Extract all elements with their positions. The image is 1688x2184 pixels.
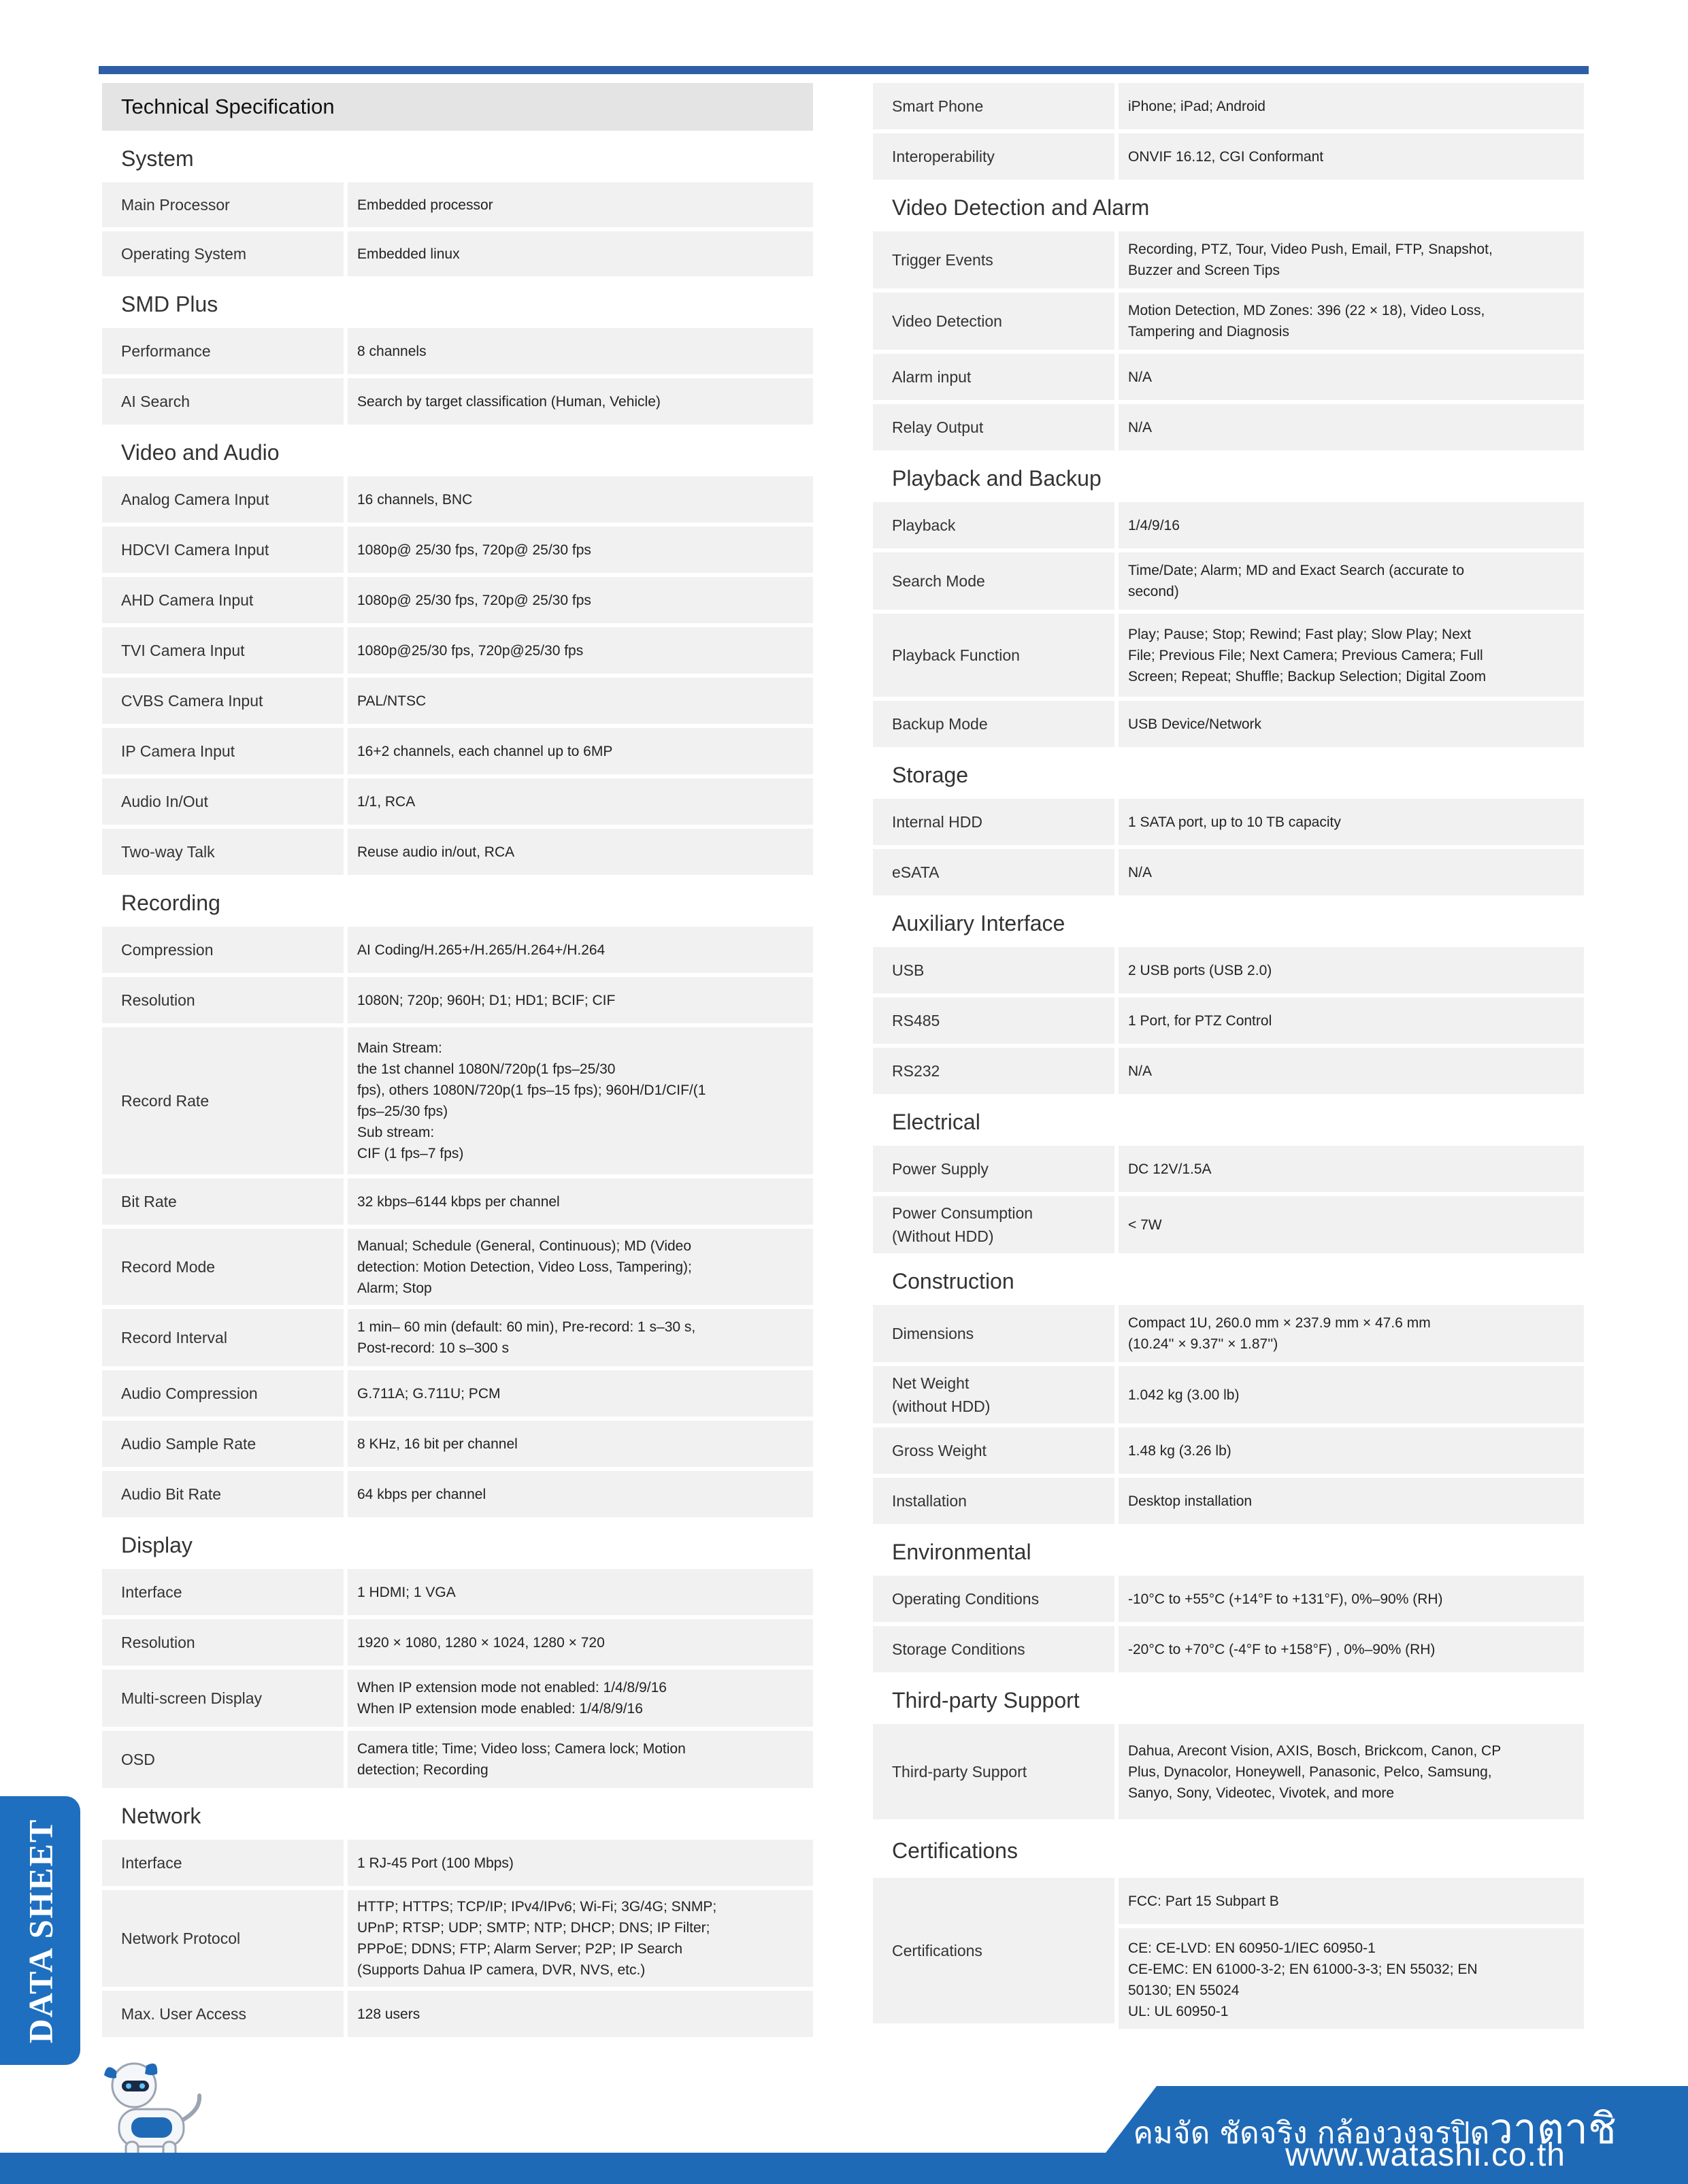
spec-value: FCC: Part 15 Subpart B	[1119, 1878, 1584, 1924]
spec-value: 1080p@ 25/30 fps, 720p@ 25/30 fps	[348, 527, 813, 573]
spec-row	[873, 849, 1584, 895]
spec-label: eSATA	[873, 849, 1114, 895]
spec-row	[102, 927, 813, 973]
spec-row	[102, 1309, 813, 1366]
spec-value: 2 USB ports (USB 2.0)	[1119, 947, 1584, 993]
spec-row	[102, 231, 813, 276]
spec-label: Interoperability	[873, 133, 1114, 180]
spec-row	[873, 354, 1584, 400]
spec-label: Audio Sample Rate	[102, 1421, 344, 1467]
spec-label: AHD Camera Input	[102, 577, 344, 623]
spec-value: N/A	[1119, 1048, 1584, 1094]
spec-value: 16+2 channels, each channel up to 6MP	[348, 728, 813, 774]
spec-row	[102, 1569, 813, 1615]
spec-value: 1/4/9/16	[1119, 502, 1584, 548]
spec-row	[102, 1731, 813, 1788]
section-heading: System	[121, 146, 194, 171]
spec-value: iPhone; iPad; Android	[1119, 83, 1584, 129]
spec-value: DC 12V/1.5A	[1119, 1146, 1584, 1192]
spec-label: Performance	[102, 328, 344, 374]
spec-value: PAL/NTSC	[348, 678, 813, 724]
section-heading: Video Detection and Alarm	[892, 195, 1150, 220]
spec-value: When IP extension mode not enabled: 1/4/8/9/16 When IP extension mode enabled: 1/4/8/9/16	[348, 1670, 813, 1727]
spec-label: Record Mode	[102, 1229, 344, 1305]
spec-label: Playback Function	[873, 614, 1114, 697]
spec-label: Resolution	[102, 1619, 344, 1666]
spec-value: Reuse audio in/out, RCA	[348, 829, 813, 875]
spec-value: 1080p@ 25/30 fps, 720p@ 25/30 fps	[348, 577, 813, 623]
spec-label: Power Consumption (Without HDD)	[873, 1196, 1114, 1253]
spec-row	[873, 552, 1584, 610]
spec-label: Interface	[102, 1840, 344, 1886]
spec-row	[102, 1370, 813, 1417]
spec-label: RS485	[873, 997, 1114, 1044]
section-heading: SMD Plus	[121, 291, 218, 316]
spec-value: Play; Pause; Stop; Rewind; Fast play; Slow Play; Next File; Previous File; Next Camera; Previous Camera; Full Screen; Repeat; Shuffle; Backup Selection; Digital Zoom	[1119, 614, 1584, 697]
spec-label: OSD	[102, 1731, 344, 1788]
spec-label: Backup Mode	[873, 701, 1114, 747]
spec-label: Relay Output	[873, 404, 1114, 450]
section-heading: Certifications	[892, 1838, 1018, 1863]
spec-value: Compact 1U, 260.0 mm × 237.9 mm × 47.6 mm (10.24'' × 9.37'' × 1.87'')	[1119, 1305, 1584, 1362]
spec-label: HDCVI Camera Input	[102, 527, 344, 573]
spec-row	[873, 1048, 1584, 1094]
spec-label: Bit Rate	[102, 1178, 344, 1225]
spec-row	[873, 701, 1584, 747]
spec-row	[873, 1196, 1584, 1253]
spec-value: Desktop installation	[1119, 1478, 1584, 1524]
footer-slogan-text: คมจัด ชัดจริง กล้องวงจรปิด	[1133, 2116, 1490, 2151]
spec-value: 1.042 kg (3.00 lb)	[1119, 1366, 1584, 1423]
spec-value: N/A	[1119, 354, 1584, 400]
spec-label: Multi-screen Display	[102, 1670, 344, 1727]
spec-row	[102, 1991, 813, 2037]
spec-label: Two-way Talk	[102, 829, 344, 875]
spec-row	[102, 1178, 813, 1225]
spec-label: CVBS Camera Input	[102, 678, 344, 724]
spec-value: ONVIF 16.12, CGI Conformant	[1119, 133, 1584, 180]
spec-label: Operating Conditions	[873, 1576, 1114, 1622]
spec-row	[102, 678, 813, 724]
spec-label: Resolution	[102, 977, 344, 1023]
spec-column-left	[102, 83, 813, 2041]
spec-value: 1 SATA port, up to 10 TB capacity	[1119, 799, 1584, 845]
spec-label: Internal HDD	[873, 799, 1114, 845]
spec-label: Audio In/Out	[102, 778, 344, 825]
spec-label: TVI Camera Input	[102, 627, 344, 674]
spec-row	[102, 1670, 813, 1727]
section-heading: Storage	[892, 762, 969, 787]
spec-label: Playback	[873, 502, 1114, 548]
spec-row	[102, 829, 813, 875]
spec-row	[102, 977, 813, 1023]
spec-label: Installation	[873, 1478, 1114, 1524]
section-heading: Auxiliary Interface	[892, 910, 1065, 936]
spec-label: Smart Phone	[873, 83, 1114, 129]
spec-row	[873, 614, 1584, 697]
spec-value: HTTP; HTTPS; TCP/IP; IPv4/IPv6; Wi-Fi; 3G/4G; SNMP; UPnP; RTSP; UDP; SMTP; NTP; DHCP; DNS; IP Filter; PPPoE; DDNS; FTP; Alarm Server; P2P; IP Search (Supports Dahua IP camera, DVR, NVS, etc.)	[348, 1890, 813, 1987]
spec-value: G.711A; G.711U; PCM	[348, 1370, 813, 1417]
section-heading: Video and Audio	[121, 440, 280, 465]
spec-label: AI Search	[102, 378, 344, 425]
section-heading: Recording	[121, 890, 220, 915]
spec-label: Storage Conditions	[873, 1626, 1114, 1672]
spec-label: Video Detection	[873, 293, 1114, 350]
spec-row	[873, 133, 1584, 180]
spec-value: 1.48 kg (3.26 lb)	[1119, 1427, 1584, 1474]
spec-row	[102, 577, 813, 623]
spec-label: Audio Bit Rate	[102, 1471, 344, 1517]
spec-value: 1/1, RCA	[348, 778, 813, 825]
spec-value: Search by target classification (Human, Vehicle)	[348, 378, 813, 425]
spec-row	[873, 1478, 1584, 1524]
spec-row	[102, 1890, 813, 1987]
spec-value: Camera title; Time; Video loss; Camera lock; Motion detection; Recording	[348, 1731, 813, 1788]
spec-label: Third-party Support	[873, 1724, 1114, 1819]
cert-values	[1119, 1878, 1584, 2023]
section-heading: Playback and Backup	[892, 465, 1102, 491]
section-heading: Construction	[892, 1268, 1014, 1293]
spec-column-right	[873, 83, 1584, 2028]
spec-value: Motion Detection, MD Zones: 396 (22 × 18), Video Loss, Tampering and Diagnosis	[1119, 293, 1584, 350]
spec-value: Manual; Schedule (General, Continuous); MD (Video detection: Motion Detection, Video Loss, Tampering); Alarm; Stop	[348, 1229, 813, 1305]
spec-value: N/A	[1119, 404, 1584, 450]
spec-row	[873, 1724, 1584, 1819]
section-heading: Electrical	[892, 1109, 980, 1134]
spec-label: Compression	[102, 927, 344, 973]
spec-value: 8 KHz, 16 bit per channel	[348, 1421, 813, 1467]
spec-value: 1080N; 720p; 960H; D1; HD1; BCIF; CIF	[348, 977, 813, 1023]
footer-brand-name: วาตาชิ	[1489, 2104, 1617, 2153]
spec-value: Embedded linux	[348, 231, 813, 276]
spec-label: Certifications	[873, 1878, 1114, 2023]
spec-label: Interface	[102, 1569, 344, 1615]
data-sheet-badge-label: DATA SHEET	[21, 1818, 59, 2043]
spec-row	[873, 293, 1584, 350]
spec-row	[102, 1619, 813, 1666]
spec-label: IP Camera Input	[102, 728, 344, 774]
spec-value: AI Coding/H.265+/H.265/H.264+/H.264	[348, 927, 813, 973]
spec-row	[873, 1366, 1584, 1423]
spec-value: 8 channels	[348, 328, 813, 374]
spec-value: -20°C to +70°C (-4°F to +158°F) , 0%–90% (RH)	[1119, 1626, 1584, 1672]
spec-label: Power Supply	[873, 1146, 1114, 1192]
spec-value: 128 users	[348, 1991, 813, 2037]
spec-value: Dahua, Arecont Vision, AXIS, Bosch, Brickcom, Canon, CP Plus, Dynacolor, Honeywell, Panasonic, Pelco, Samsung, Sanyo, Sony, Videotec, Vivotek, and more	[1119, 1724, 1584, 1819]
spec-label: Dimensions	[873, 1305, 1114, 1362]
spec-row	[873, 83, 1584, 129]
spec-value: Time/Date; Alarm; MD and Exact Search (accurate to second)	[1119, 552, 1584, 610]
spec-row	[873, 1878, 1584, 2023]
spec-value: 1 HDMI; 1 VGA	[348, 1569, 813, 1615]
spec-row	[873, 997, 1584, 1044]
spec-label: Gross Weight	[873, 1427, 1114, 1474]
spec-row	[873, 799, 1584, 845]
spec-value: 32 kbps–6144 kbps per channel	[348, 1178, 813, 1225]
spec-row	[102, 182, 813, 227]
spec-value: Embedded processor	[348, 182, 813, 227]
spec-value: -10°C to +55°C (+14°F to +131°F), 0%–90% (RH)	[1119, 1576, 1584, 1622]
spec-label: Search Mode	[873, 552, 1114, 610]
top-accent-rule	[99, 66, 1589, 74]
section-heading: Environmental	[892, 1539, 1031, 1564]
spec-row	[102, 328, 813, 374]
spec-label: Net Weight (without HDD)	[873, 1366, 1114, 1423]
spec-value: 16 channels, BNC	[348, 476, 813, 523]
spec-row	[102, 1229, 813, 1305]
spec-row	[102, 1027, 813, 1174]
spec-row	[873, 1626, 1584, 1672]
spec-value: CE: CE-LVD: EN 60950-1/IEC 60950-1 CE-EMC: EN 61000-3-2; EN 61000-3-3; EN 55032; EN 50130; EN 55024 UL: UL 60950-1	[1119, 1928, 1584, 2029]
spec-value: 1 Port, for PTZ Control	[1119, 997, 1584, 1044]
spec-value: USB Device/Network	[1119, 701, 1584, 747]
spec-label: Alarm input	[873, 354, 1114, 400]
spec-row	[102, 378, 813, 425]
spec-row	[873, 1146, 1584, 1192]
spec-label: Network Protocol	[102, 1890, 344, 1987]
spec-row	[873, 231, 1584, 288]
spec-row	[873, 1427, 1584, 1474]
spec-value: 1920 × 1080, 1280 × 1024, 1280 × 720	[348, 1619, 813, 1666]
spec-label: RS232	[873, 1048, 1114, 1094]
spec-row	[873, 404, 1584, 450]
spec-label: Analog Camera Input	[102, 476, 344, 523]
section-heading: Third-party Support	[892, 1687, 1080, 1713]
spec-label: Main Processor	[102, 182, 344, 227]
spec-row	[102, 1421, 813, 1467]
spec-row	[102, 1840, 813, 1886]
spec-value: < 7W	[1119, 1196, 1584, 1253]
spec-row	[102, 1471, 813, 1517]
spec-label: Record Rate	[102, 1027, 344, 1174]
spec-row	[102, 476, 813, 523]
spec-label: Trigger Events	[873, 231, 1114, 288]
spec-row	[102, 728, 813, 774]
spec-value: Main Stream: the 1st channel 1080N/720p(1 fps–25/30 fps), others 1080N/720p(1 fps–15 fps); 960H/D1/CIF/(1 fps–25/30 fps) Sub stream: CIF (1 fps–7 fps)	[348, 1027, 813, 1174]
spec-row	[102, 527, 813, 573]
data-sheet-badge	[0, 1796, 80, 2065]
spec-row	[873, 502, 1584, 548]
spec-value: N/A	[1119, 849, 1584, 895]
section-heading: Network	[121, 1803, 201, 1828]
spec-row	[873, 947, 1584, 993]
section-heading: Display	[121, 1532, 193, 1557]
page-title: Technical Specification	[102, 83, 813, 131]
footer-website-link[interactable]: www.watashi.co.th	[1285, 2137, 1566, 2173]
spec-label: Operating System	[102, 231, 344, 276]
spec-row	[102, 778, 813, 825]
spec-value: 1 RJ-45 Port (100 Mbps)	[348, 1840, 813, 1886]
spec-row	[102, 627, 813, 674]
spec-value: 1 min– 60 min (default: 60 min), Pre-record: 1 s–30 s, Post-record: 10 s–300 s	[348, 1309, 813, 1366]
spec-row	[873, 1305, 1584, 1362]
spec-value: Recording, PTZ, Tour, Video Push, Email, FTP, Snapshot, Buzzer and Screen Tips	[1119, 231, 1584, 288]
spec-value: 1080p@25/30 fps, 720p@25/30 fps	[348, 627, 813, 674]
spec-label: Max. User Access	[102, 1991, 344, 2037]
spec-label: Record Interval	[102, 1309, 344, 1366]
spec-label: USB	[873, 947, 1114, 993]
spec-value: 64 kbps per channel	[348, 1471, 813, 1517]
spec-row	[873, 1576, 1584, 1622]
spec-label: Audio Compression	[102, 1370, 344, 1417]
